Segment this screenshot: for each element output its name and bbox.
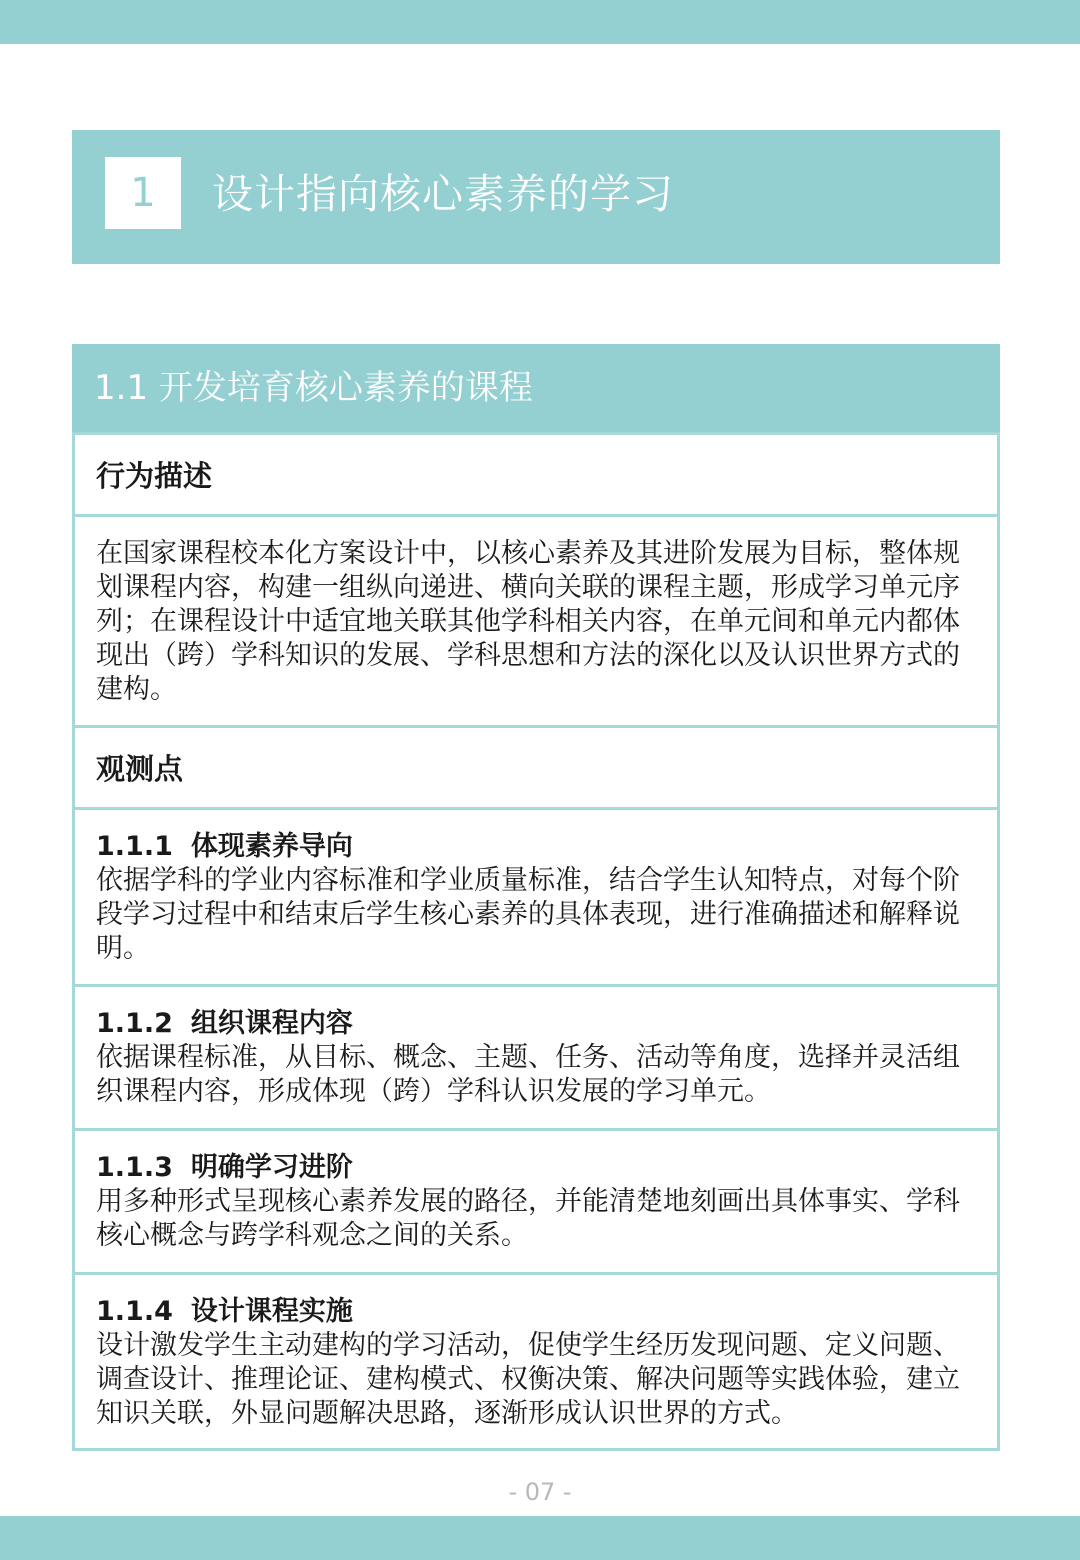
behavior-description-row xyxy=(75,514,997,725)
item-text: 设计激发学生主动建构的学习活动，促使学生经历发现问题、定义问题、调查设计、推理论证、建构模式、权衡决策、解决问题等实践体验，建立知识关联，外显问题解决思路，逐渐形成认识世界的方式。 xyxy=(96,1330,960,1429)
item-text: 依据学科的学业内容标准和学业质量标准，结合学生认知特点，对每个阶段学习过程中和结束后学生核心素养的具体表现，进行准确描述和解释说明。 xyxy=(96,865,960,964)
top-color-band xyxy=(0,0,1080,44)
observation-item xyxy=(75,1128,997,1272)
observation-item xyxy=(75,1272,997,1448)
observation-item xyxy=(75,807,997,984)
behavior-heading-row xyxy=(75,432,997,514)
chapter-number: 1 xyxy=(105,157,181,229)
item-text: 依据课程标准，从目标、概念、主题、任务、活动等角度，选择并灵活组织课程内容，形成体现（跨）学科认识发展的学习单元。 xyxy=(96,1042,960,1107)
section-title: 1.1 开发培育核心素养的课程 xyxy=(72,344,1000,432)
item-name: 体现素养导向 xyxy=(190,831,353,862)
item-number: 1.1.2 xyxy=(96,1008,173,1039)
item-name: 组织课程内容 xyxy=(190,1008,353,1039)
behavior-heading: 行为描述 xyxy=(96,459,213,493)
item-title xyxy=(96,1151,983,1185)
item-title xyxy=(96,830,983,864)
item-number: 1.1.4 xyxy=(96,1296,173,1327)
section-table xyxy=(72,344,1000,1451)
chapter-banner xyxy=(72,130,1000,264)
chapter-title: 设计指向核心素养的学习 xyxy=(212,170,674,218)
item-title xyxy=(96,1007,983,1041)
item-text: 用多种形式呈现核心素养发展的路径，并能清楚地刻画出具体事实、学科核心概念与跨学科观念之间的关系。 xyxy=(96,1186,960,1251)
item-name: 明确学习进阶 xyxy=(190,1152,353,1183)
bottom-color-band xyxy=(0,1516,1080,1560)
item-number: 1.1.1 xyxy=(96,831,173,862)
observation-heading-row xyxy=(75,725,997,807)
page-number: - 07 - xyxy=(508,1478,572,1506)
behavior-description: 在国家课程校本化方案设计中，以核心素养及其进阶发展为目标，整体规划课程内容，构建一组纵向递进、横向关联的课程主题，形成学习单元序列；在课程设计中适宜地关联其他学科相关内容，在单元间和单元内都体现出（跨）学科知识的发展、学科思想和方法的深化以及认识世界方式的建构。 xyxy=(96,538,960,705)
item-title xyxy=(96,1295,983,1329)
observation-item xyxy=(75,984,997,1128)
item-name: 设计课程实施 xyxy=(190,1296,353,1327)
observation-heading: 观测点 xyxy=(96,752,184,786)
item-number: 1.1.3 xyxy=(96,1152,173,1183)
